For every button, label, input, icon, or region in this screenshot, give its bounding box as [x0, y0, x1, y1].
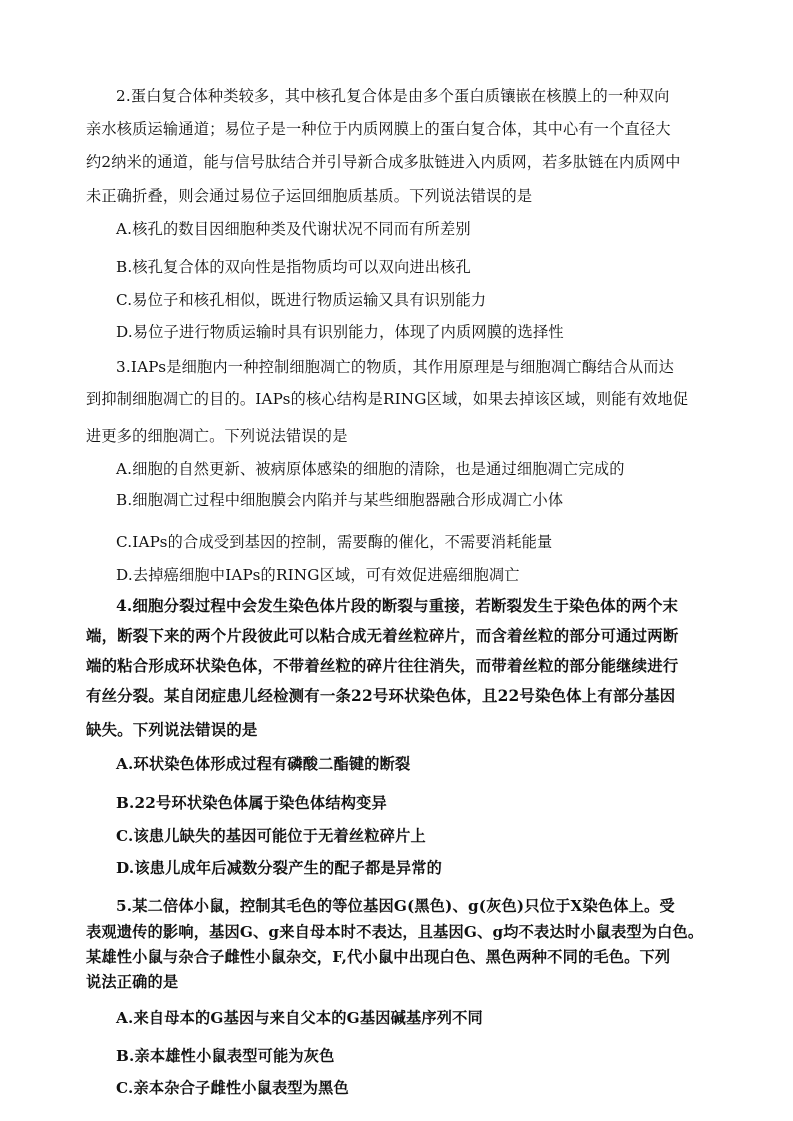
q3-stem-line-1: 3.IAPs是细胞内一种控制细胞凋亡的物质，其作用原理是与细胞凋亡酶结合从而达 — [116, 358, 675, 376]
q4-stem-line-5: 缺失。下列说法错误的是 — [86, 721, 258, 739]
q2-stem-line-4: 未正确折叠，则会通过易位子运回细胞质基质。下列说法错误的是 — [86, 187, 533, 205]
q5-stem-line-4: 说法正确的是 — [86, 973, 179, 991]
q4-stem-line-3: 端的粘合形成环状染色体，不带着丝粒的碎片往往消失，而带着丝粒的部分能继续进行 — [86, 657, 679, 675]
q4-stem-line-2: 端，断裂下来的两个片段彼此可以粘合成无着丝粒碎片，而含着丝粒的部分可通过两断 — [86, 627, 679, 645]
q5-option-b: B.亲本雄性小鼠表型可能为灰色 — [116, 1047, 335, 1065]
q3-option-a: A.细胞的自然更新、被病原体感染的细胞的清除，也是通过细胞凋亡完成的 — [116, 460, 625, 478]
q3-stem-line-2: 到抑制细胞凋亡的目的。IAPs的核心结构是RING区域，如果去掉该区域，则能有效地促 — [86, 390, 689, 408]
q3-option-b: B.细胞凋亡过程中细胞膜会内陷并与某些细胞器融合形成凋亡小体 — [116, 491, 564, 509]
q4-option-c: C.该患儿缺失的基因可能位于无着丝粒碎片上 — [116, 827, 426, 845]
q5-stem-line-3: 某雄性小鼠与杂合子雌性小鼠杂交，F,代小鼠中出现白色、黑色两种不同的毛色。下列 — [86, 948, 671, 966]
q3-stem-line-3: 进更多的细胞凋亡。下列说法错误的是 — [86, 427, 348, 445]
q4-option-d: D.该患儿成年后减数分裂产生的配子都是异常的 — [116, 859, 443, 877]
q5-option-a: A.来自母本的G基因与来自父本的G基因碱基序列不同 — [116, 1009, 483, 1027]
q4-option-a: A.环状染色体形成过程有磷酸二酯键的断裂 — [116, 755, 411, 773]
q2-stem-line-3: 约2纳米的通道，能与信号肽结合并引导新合成多肽链进入内质网，若多肽链在内质网中 — [86, 153, 681, 171]
q2-option-a: A.核孔的数目因细胞种类及代谢状况不同而有所差别 — [116, 220, 471, 238]
q5-stem-line-1: 5.某二倍体小鼠，控制其毛色的等位基因G(黑色)、g(灰色)只位于X染色体上。受 — [116, 897, 675, 915]
q3-option-c: C.IAPs的合成受到基因的控制，需要酶的催化，不需要消耗能量 — [116, 533, 553, 551]
q4-option-b: B.22号环状染色体属于染色体结构变异 — [116, 794, 387, 812]
q2-option-d: D.易位子进行物质运输时具有识别能力，体现了内质网膜的选择性 — [116, 323, 564, 341]
q5-option-c: C.亲本杂合子雌性小鼠表型为黑色 — [116, 1079, 349, 1097]
q2-stem-line-2: 亲水核质运输通道；易位子是一种位于内质网膜上的蛋白复合体，其中心有一个直径大 — [86, 120, 671, 138]
q4-stem-line-4: 有丝分裂。某自闭症患儿经检测有一条22号环状染色体，且22号染色体上有部分基因 — [86, 687, 676, 705]
q2-stem-line-1: 2.蛋白复合体种类较多，其中核孔复合体是由多个蛋白质镶嵌在核膜上的一种双向 — [116, 87, 670, 105]
q3-option-d: D.去掉癌细胞中IAPs的RING区域，可有效促进癌细胞凋亡 — [116, 566, 520, 584]
q2-option-b: B.核孔复合体的双向性是指物质均可以双向进出核孔 — [116, 258, 471, 276]
q4-stem-line-1: 4.细胞分裂过程中会发生染色体片段的断裂与重接，若断裂发生于染色体的两个末 — [116, 597, 679, 615]
q5-stem-line-2: 表观遗传的影响，基因G、g来自母本时不表达，且基因G、g均不表达时小鼠表型为白色。 — [86, 923, 704, 941]
q2-option-c: C.易位子和核孔相似，既进行物质运输又具有识别能力 — [116, 291, 487, 309]
